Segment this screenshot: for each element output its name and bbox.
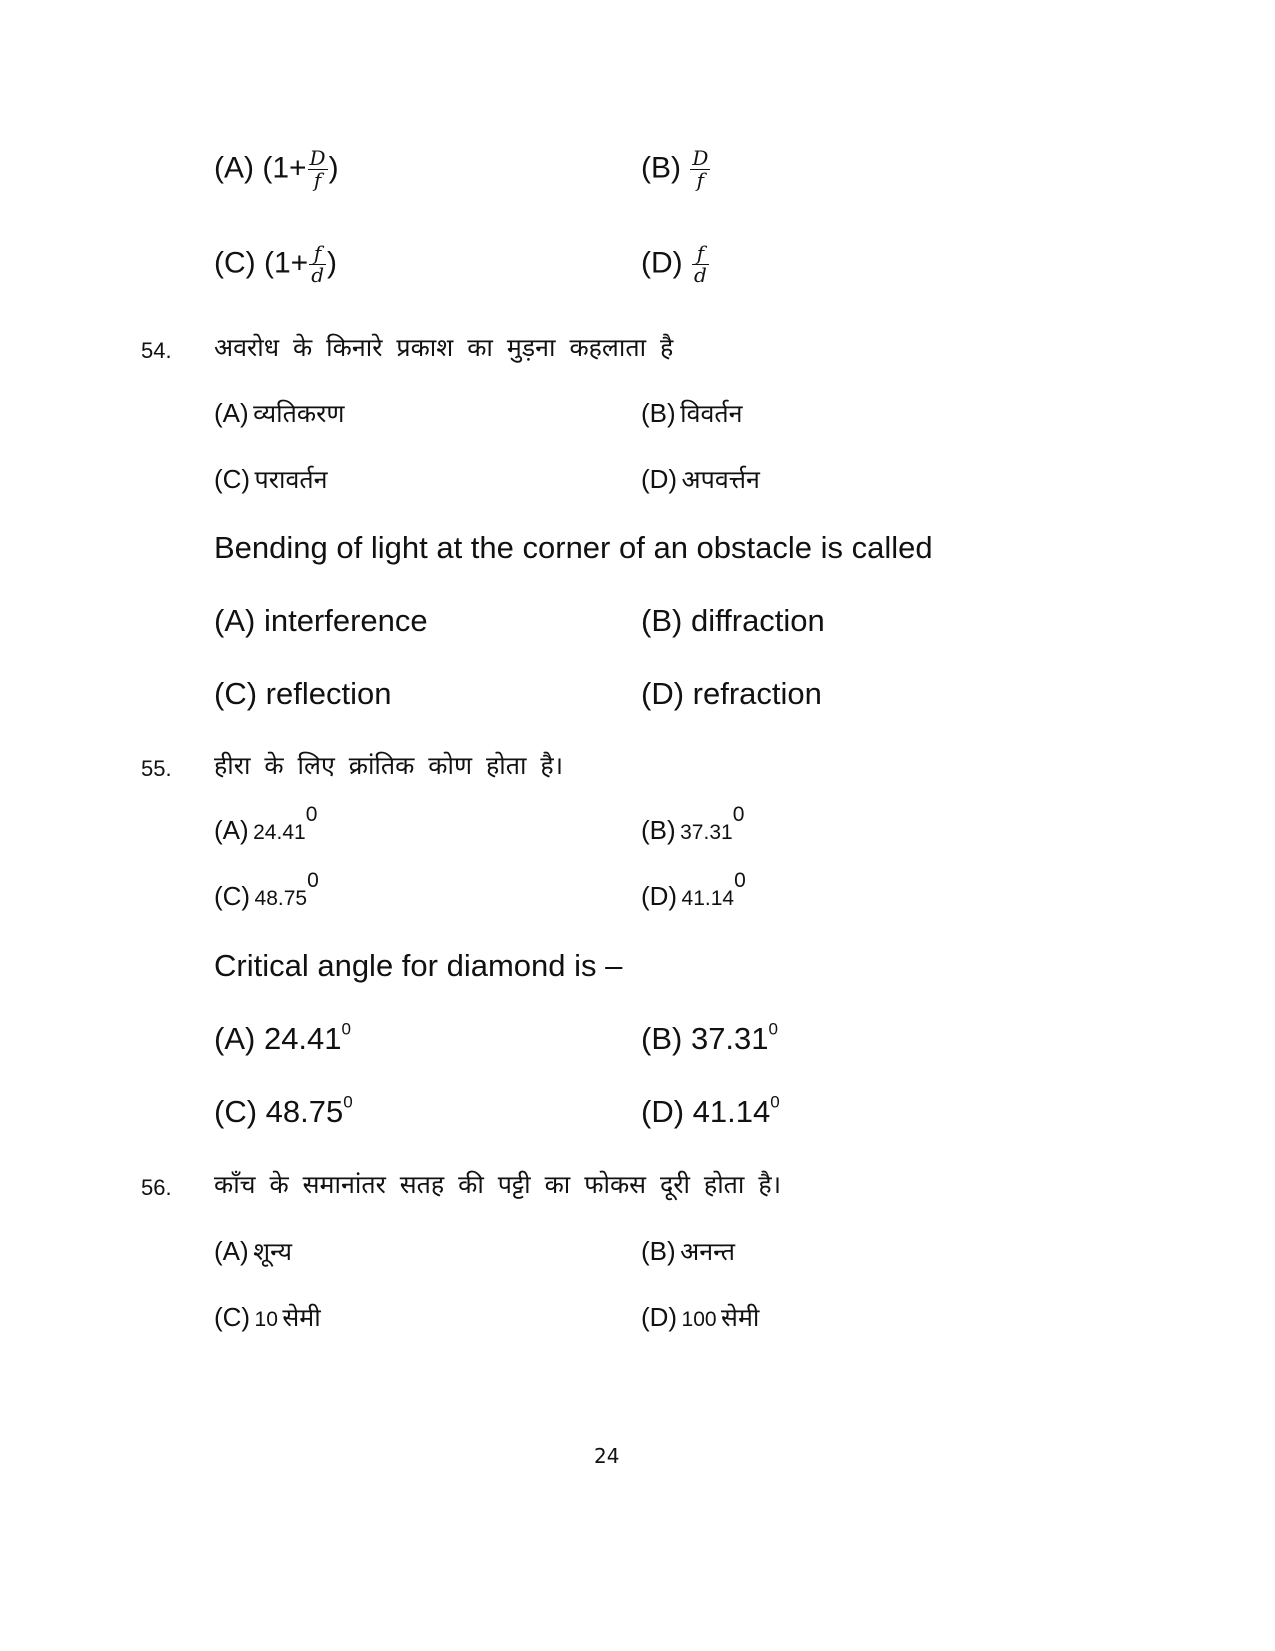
q54-hindi-option-a: (A) व्यतिकरण <box>214 398 345 428</box>
q56-option-b: (B) अनन्त <box>641 1236 736 1266</box>
fraction-f-over-d: $\frac{f}{d}$ <box>694 241 707 287</box>
q54-english-option-d: (D) refraction <box>641 676 822 711</box>
q53-option-b: (B) $\frac{D}{f}$ <box>641 146 709 192</box>
question-number: 55. <box>141 756 172 781</box>
fraction-d-over-f: $\frac{D}{f}$ <box>692 146 709 192</box>
q55-english-option-d: (D) 41.14$^0$ <box>641 1092 780 1129</box>
q56-option-c: (C) 10 सेमी <box>214 1302 321 1332</box>
q55-english-option-b: (B) 37.31$^0$ <box>641 1019 779 1056</box>
q55-hindi-option-c: (C) 48.75$^0$ <box>214 869 319 911</box>
q55-english-option-c: (C) 48.75$^0$ <box>214 1092 353 1129</box>
fraction-f-over-d: $\frac{f}{d}$ <box>311 241 325 287</box>
page-number: 24 <box>594 1444 620 1468</box>
question-text-hindi: अवरोध के किनारे प्रकाश का मुड़ना कहलाता है <box>214 333 674 362</box>
question-text-hindi: काँच के समानांतर सतह की पट्टी का फोकस दूरी होता है। <box>214 1170 782 1199</box>
q53-option-d: (D) $\frac{f}{d}$ <box>641 241 707 287</box>
q55-hindi-option-a: (A) 24.41$^0$ <box>214 803 318 845</box>
q53-option-c: (C) (1+ $\frac{f}{d}$ ) <box>214 241 338 287</box>
q53-option-a: (A) (1+ $\frac{D}{f}$ ) <box>214 146 339 192</box>
q54-english-option-c: (C) reflection <box>214 676 392 711</box>
q54-hindi-option-b: (B) विवर्तन <box>641 398 743 428</box>
q54-english-option-a: (A) interference <box>214 603 428 638</box>
q56-option-d: (D) 100 सेमी <box>641 1302 760 1332</box>
q54-english-option-b: (B) diffraction <box>641 603 825 638</box>
question-number: 54. <box>141 338 172 363</box>
q54-hindi-option-c: (C) परावर्तन <box>214 464 328 494</box>
question-text-hindi: हीरा के लिए क्रांतिक कोण होता है। <box>214 751 564 780</box>
q55-hindi-option-b: (B) 37.31$^0$ <box>641 803 745 845</box>
q55-hindi-option-d: (D) 41.14$^0$ <box>641 869 746 911</box>
q54-hindi-option-d: (D) अपवर्त्तन <box>641 464 760 494</box>
question-number: 56. <box>141 1175 172 1200</box>
q56-option-a: (A) शून्य <box>214 1236 293 1266</box>
question-text-english: Critical angle for diamond is – <box>214 948 623 983</box>
fraction-d-over-f: $\frac{D}{f}$ <box>309 146 326 192</box>
q55-english-option-a: (A) 24.41$^0$ <box>214 1019 352 1056</box>
question-text-english: Bending of light at the corner of an obstacle is called <box>214 530 933 565</box>
